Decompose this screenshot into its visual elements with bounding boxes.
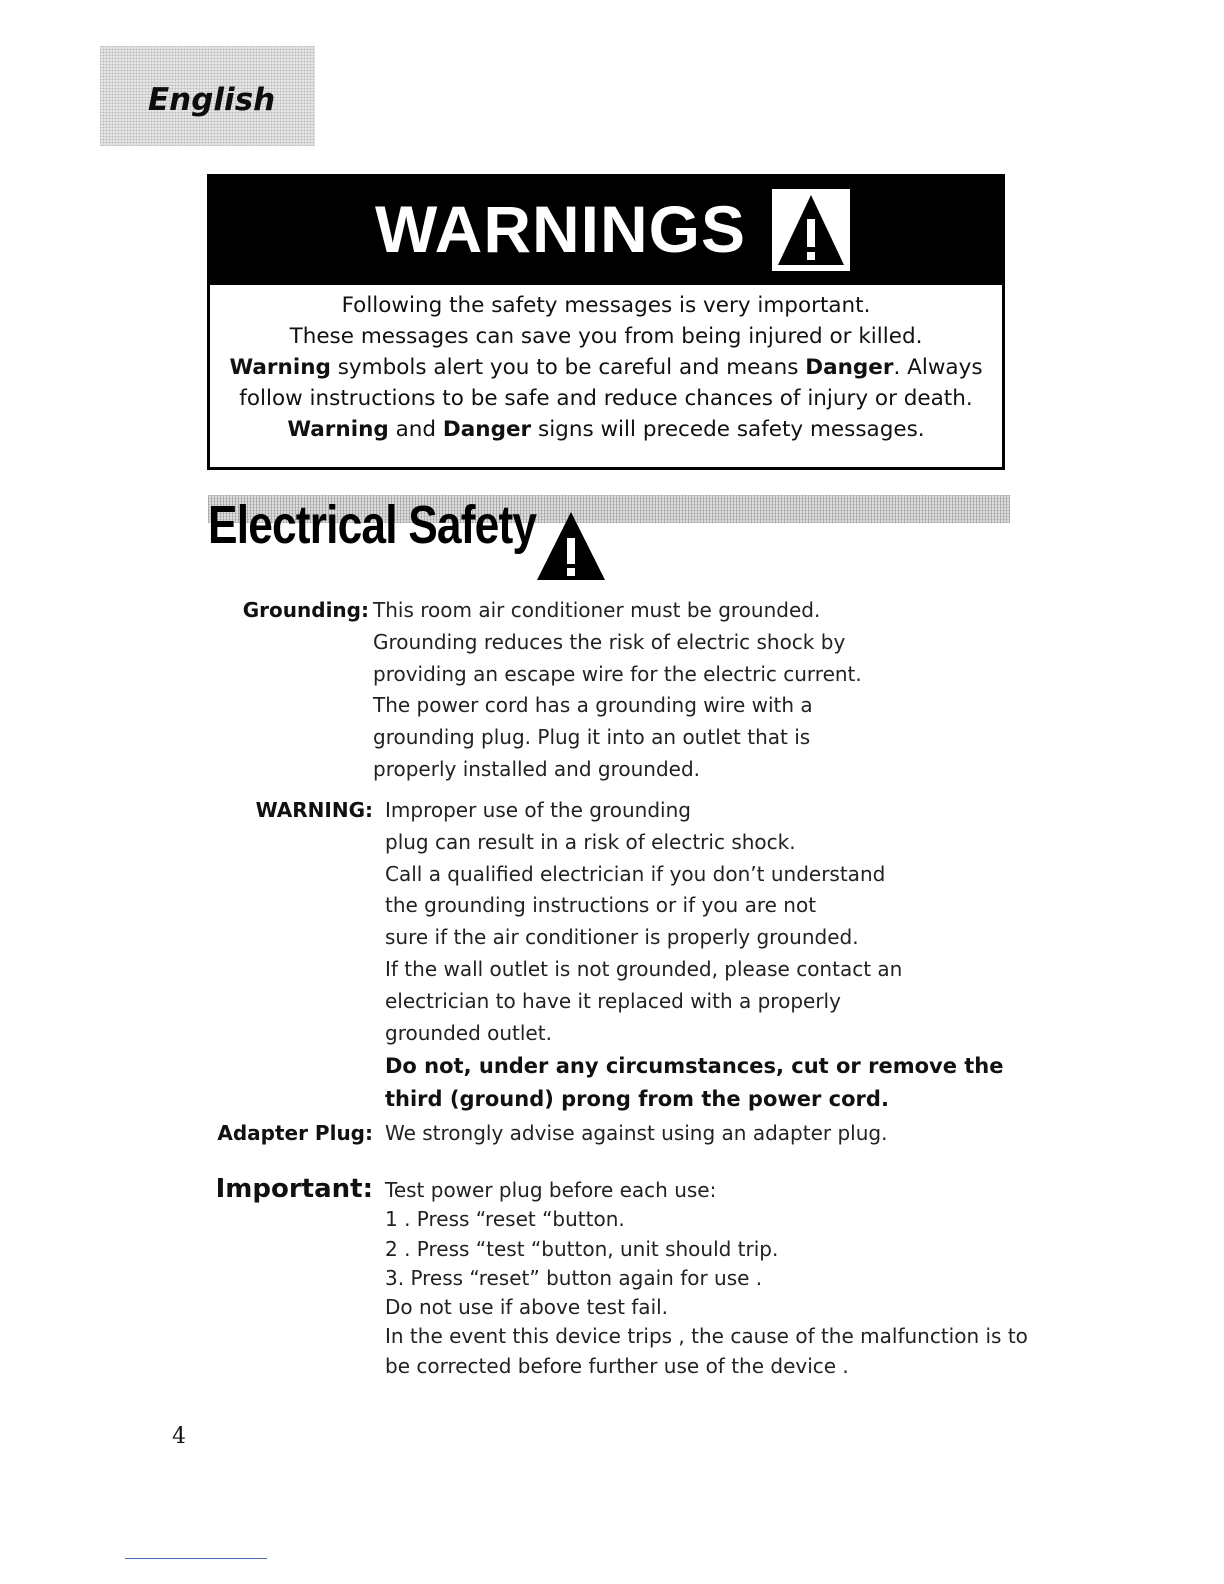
warnings-line — [210, 321, 1002, 352]
warnings-line — [210, 290, 1002, 321]
adapter-plug-line: We strongly advise against using an adapter plug. — [385, 1121, 888, 1145]
important-line: Test power plug before each use: — [385, 1178, 717, 1202]
grounding-line: Grounding reduces the risk of electric shock by — [373, 629, 846, 654]
warnings-keyword: Warning — [287, 417, 389, 442]
footer-rule — [125, 1558, 267, 1559]
warning-line: plug can result in a risk of electric shock. — [385, 829, 796, 854]
warning-line: If the wall outlet is not grounded, please contact an — [385, 956, 903, 981]
important-line: 2 . Press “test “button, unit should trip. — [385, 1236, 779, 1261]
warning-label: WARNING: — [255, 798, 373, 822]
warnings-text: follow instructions to be safe and reduce chances of injury or death. — [239, 386, 973, 411]
warnings-line — [210, 414, 1002, 445]
important-text — [385, 1176, 1028, 1381]
warning-text — [385, 795, 902, 1049]
language-tab — [100, 46, 315, 146]
warnings-keyword: Danger — [442, 417, 532, 442]
warnings-text: Following the safety messages is very important. — [341, 293, 871, 318]
page-number: 4 — [172, 1424, 186, 1449]
ground-prong-notice — [385, 1050, 1004, 1116]
important-line: Do not use if above test fail. — [385, 1295, 669, 1320]
warning-line: Call a qualified electrician if you don’t understand — [385, 861, 886, 886]
grounding-line: The power cord has a grounding wire with a — [373, 693, 813, 718]
language-label: English — [148, 82, 276, 118]
grounding-text — [373, 595, 862, 786]
warning-line: Improper use of the grounding — [385, 798, 691, 822]
important-line: 3. Press “reset” button again for use . — [385, 1265, 763, 1290]
grounding-label: Grounding: — [242, 598, 369, 622]
important-line: In the event this device trips , the cause of the malfunction is to — [385, 1324, 1028, 1349]
warnings-text: These messages can save you from being injured or killed. — [289, 324, 923, 349]
warnings-line — [210, 352, 1002, 383]
warnings-keyword: Danger — [805, 355, 894, 380]
warnings-text: . Always — [893, 355, 983, 380]
warnings-banner — [210, 177, 1002, 285]
ground-prong-notice-line: Do not, under any circumstances, cut or remove the — [385, 1054, 1004, 1078]
section-title: Electrical Safety — [208, 495, 537, 555]
grounding-line: This room air conditioner must be grounded. — [373, 598, 821, 622]
warning-triangle-icon — [535, 510, 607, 586]
important-line: 1 . Press “reset “button. — [385, 1207, 625, 1232]
warning-triangle-icon — [772, 189, 850, 271]
warnings-box — [207, 174, 1005, 470]
important-line: be corrected before further use of the device . — [385, 1353, 849, 1378]
adapter-plug-text — [385, 1118, 887, 1150]
ground-prong-notice-line: third (ground) prong from the power cord. — [385, 1087, 889, 1111]
warnings-text: signs will precede safety messages. — [531, 417, 925, 442]
grounding-line: grounding plug. Plug it into an outlet that is — [373, 725, 811, 750]
warnings-message — [210, 290, 1002, 445]
warnings-keyword: Warning — [229, 355, 331, 380]
grounding-line: providing an escape wire for the electric current. — [373, 661, 862, 686]
warnings-line — [210, 383, 1002, 414]
grounding-line: properly installed and grounded. — [373, 756, 701, 781]
important-label: Important: — [215, 1174, 373, 1204]
warnings-text: symbols alert you to be careful and means — [330, 355, 806, 380]
warning-line: electrician to have it replaced with a properly — [385, 988, 841, 1013]
warning-line: sure if the air conditioner is properly grounded. — [385, 925, 859, 950]
warning-line: grounded outlet. — [385, 1020, 552, 1045]
warnings-title: WARNINGS — [375, 192, 746, 266]
adapter-plug-label: Adapter Plug: — [217, 1121, 373, 1145]
warning-line: the grounding instructions or if you are not — [385, 893, 817, 918]
warnings-text: and — [388, 417, 443, 442]
